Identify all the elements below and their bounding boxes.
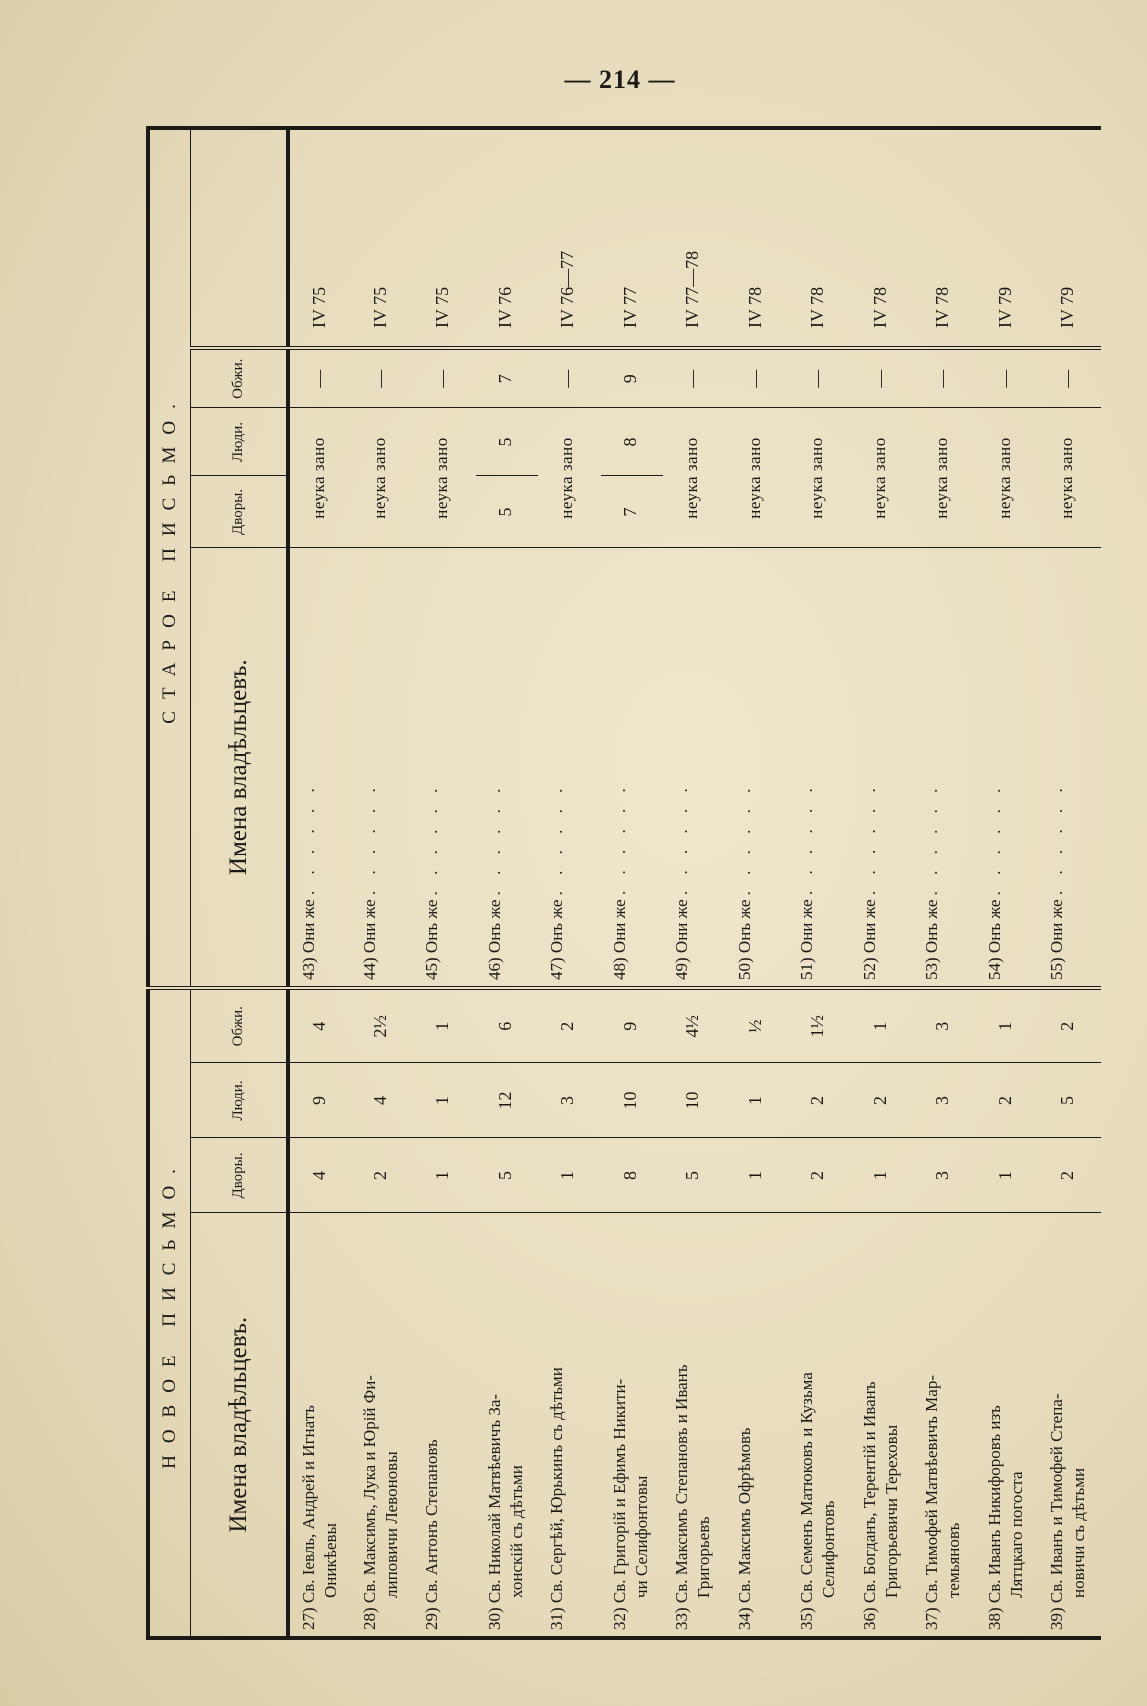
old-owner-name bbox=[1038, 548, 1101, 988]
new-owner-line1: 27) Св. Іевль, Андрей и Игнатъ bbox=[299, 1405, 318, 1630]
new-lyudi: 2 bbox=[851, 1063, 914, 1138]
new-lyudi: 12 bbox=[476, 1063, 539, 1138]
header-obzhi-new: Обжи. bbox=[191, 988, 289, 1063]
leader-dots: . . . . . . bbox=[547, 782, 567, 896]
old-owner-name bbox=[788, 548, 851, 988]
leader-dots: . . . . . . bbox=[672, 782, 692, 896]
source-reference: IV 79 bbox=[976, 128, 1039, 348]
old-lyudi: 8 bbox=[601, 408, 664, 476]
page-number: — 214 — bbox=[564, 65, 676, 94]
new-owner-name bbox=[601, 1213, 664, 1638]
source-reference: IV 78 bbox=[913, 128, 976, 348]
new-owner-line2: хонскій съ дѣтьми bbox=[506, 1465, 526, 1598]
table-row bbox=[351, 128, 414, 1638]
new-owner-name bbox=[476, 1213, 539, 1638]
new-owner-line1: 36) Св. Богданъ, Терентій и Иванъ bbox=[859, 1381, 879, 1630]
new-owner-name bbox=[913, 1213, 976, 1638]
header-dvory-old: Дворы. bbox=[191, 476, 289, 548]
old-obzhi: — bbox=[976, 348, 1039, 408]
old-obzhi: — bbox=[413, 348, 476, 408]
new-obzhi: 1 bbox=[851, 988, 914, 1063]
new-lyudi: 3 bbox=[538, 1063, 601, 1138]
new-obzhi: 6 bbox=[476, 988, 539, 1063]
old-unknown-count: неука зано bbox=[538, 408, 601, 548]
new-dvory: 5 bbox=[663, 1138, 726, 1213]
new-lyudi: 1 bbox=[726, 1063, 789, 1138]
old-owner-name bbox=[913, 548, 976, 988]
header-names-old: Имена владѣльцевъ. bbox=[191, 548, 289, 988]
source-reference: IV 76 bbox=[476, 128, 539, 348]
new-owner-name bbox=[1038, 1213, 1101, 1638]
old-dvory: 7 bbox=[601, 476, 664, 548]
old-obzhi: — bbox=[538, 348, 601, 408]
new-owner-line1: 33) Св. Максимъ Степановъ и Иванъ bbox=[672, 1364, 692, 1630]
new-obzhi: 1 bbox=[413, 988, 476, 1063]
new-owner-line1: 31) Св. Сергѣй, Юрькинъ съ дѣтьми bbox=[547, 1367, 567, 1630]
leader-dots: . . . . . . bbox=[984, 782, 1004, 896]
table-row bbox=[663, 128, 726, 1638]
new-owner-name bbox=[663, 1213, 726, 1638]
new-owner-line2: липовичи Левоновы bbox=[381, 1451, 401, 1598]
new-owner-line1: 37) Св. Тимофей Матвѣевичъ Мар- bbox=[922, 1375, 942, 1630]
old-unknown-count: неука зано bbox=[788, 408, 851, 548]
new-owner-name bbox=[288, 1213, 351, 1638]
leader-dots: . . . . . . bbox=[1047, 782, 1067, 896]
source-reference: IV 77 bbox=[601, 128, 664, 348]
new-owner-line1: 34) Св. Максимъ Офрѣмовъ bbox=[734, 1427, 754, 1630]
table-row bbox=[851, 128, 914, 1638]
new-lyudi: 1 bbox=[413, 1063, 476, 1138]
new-dvory: 1 bbox=[726, 1138, 789, 1213]
new-obzhi: 3 bbox=[913, 988, 976, 1063]
old-unknown-count: неука зано bbox=[976, 408, 1039, 548]
table-row bbox=[538, 128, 601, 1638]
leader-dots: . . . . . . bbox=[359, 782, 379, 896]
new-owner-line2: Григорьевичи Тереховы bbox=[881, 1424, 901, 1598]
new-lyudi: 10 bbox=[663, 1063, 726, 1138]
new-dvory: 5 bbox=[476, 1138, 539, 1213]
old-unknown-count: неука зано bbox=[913, 408, 976, 548]
new-lyudi: 9 bbox=[288, 1063, 351, 1138]
new-obzhi: 4 bbox=[288, 988, 351, 1063]
source-reference: IV 79 bbox=[1038, 128, 1101, 348]
old-obzhi: — bbox=[288, 348, 351, 408]
old-obzhi: 7 bbox=[476, 348, 539, 408]
section-old-pismo: СТАРОЕ ПИСЬМО. bbox=[148, 128, 191, 988]
new-obzhi: 4½ bbox=[663, 988, 726, 1063]
header-dvory-new: Дворы. bbox=[191, 1138, 289, 1213]
old-owner-name bbox=[538, 548, 601, 988]
leader-dots: . . . . . . bbox=[299, 782, 318, 896]
new-owner-line2: новичи съ дѣтьми bbox=[1069, 1467, 1089, 1598]
old-owner-name bbox=[601, 548, 664, 988]
old-obzhi: — bbox=[913, 348, 976, 408]
new-owner-line2: темьяновъ bbox=[944, 1522, 964, 1598]
new-dvory: 8 bbox=[601, 1138, 664, 1213]
table-row bbox=[288, 128, 351, 1638]
table-row bbox=[726, 128, 789, 1638]
new-owner-name bbox=[351, 1213, 414, 1638]
source-reference: IV 75 bbox=[288, 128, 351, 348]
old-obzhi: — bbox=[788, 348, 851, 408]
new-obzhi: ½ bbox=[726, 988, 789, 1063]
ledger-table bbox=[146, 126, 1101, 1640]
header-ref bbox=[191, 128, 289, 348]
new-dvory: 3 bbox=[913, 1138, 976, 1213]
header-names-new: Имена владѣльцевъ. bbox=[191, 1213, 289, 1638]
old-unknown-count: неука зано bbox=[288, 408, 351, 548]
new-dvory: 2 bbox=[351, 1138, 414, 1213]
new-owner-name bbox=[538, 1213, 601, 1638]
header-lyudi-new: Люди. bbox=[191, 1063, 289, 1138]
new-dvory: 4 bbox=[288, 1138, 351, 1213]
new-dvory: 2 bbox=[1038, 1138, 1101, 1213]
old-owner-text: 48) Они же bbox=[609, 899, 629, 980]
new-obzhi: 1 bbox=[976, 988, 1039, 1063]
old-owner-name bbox=[851, 548, 914, 988]
table-row bbox=[976, 128, 1039, 1638]
old-owner-text: 51) Они же bbox=[797, 899, 817, 980]
section-new-pismo: НОВОЕ ПИСЬМО. bbox=[148, 988, 191, 1638]
old-obzhi: — bbox=[663, 348, 726, 408]
table-row bbox=[601, 128, 664, 1638]
old-owner-name bbox=[726, 548, 789, 988]
header-obzhi-old: Обжи. bbox=[191, 348, 289, 408]
new-owner-line1: 39) Св. Иванъ и Тимофей Степа- bbox=[1047, 1393, 1067, 1630]
old-obzhi: 9 bbox=[601, 348, 664, 408]
new-owner-line1: 30) Св. Николай Матвѣевичъ За- bbox=[484, 1393, 504, 1630]
new-owner-line2: Григорьевъ bbox=[694, 1516, 714, 1598]
leader-dots: . . . . . . bbox=[484, 782, 504, 896]
new-lyudi: 10 bbox=[601, 1063, 664, 1138]
old-owner-text: 55) Они же bbox=[1047, 899, 1067, 980]
old-lyudi: 5 bbox=[476, 408, 539, 476]
source-reference: IV 78 bbox=[788, 128, 851, 348]
old-owner-name bbox=[288, 548, 351, 988]
old-owner-text: 52) Они же bbox=[859, 899, 879, 980]
new-dvory: 2 bbox=[788, 1138, 851, 1213]
new-lyudi: 2 bbox=[976, 1063, 1039, 1138]
old-obzhi: — bbox=[851, 348, 914, 408]
table-row bbox=[913, 128, 976, 1638]
source-reference: IV 78 bbox=[726, 128, 789, 348]
new-owner-name bbox=[413, 1213, 476, 1638]
old-unknown-count: неука зано bbox=[726, 408, 789, 548]
old-unknown-count: неука зано bbox=[851, 408, 914, 548]
old-obzhi: — bbox=[1038, 348, 1101, 408]
new-obzhi: 2½ bbox=[351, 988, 414, 1063]
source-reference: IV 76—77 bbox=[538, 128, 601, 348]
table-row bbox=[788, 128, 851, 1638]
old-unknown-count: неука зано bbox=[413, 408, 476, 548]
table-row bbox=[1038, 128, 1101, 1638]
leader-dots: . . . . . . bbox=[922, 782, 942, 896]
new-obzhi: 9 bbox=[601, 988, 664, 1063]
new-obzhi: 2 bbox=[538, 988, 601, 1063]
old-dvory: 5 bbox=[476, 476, 539, 548]
rotated-table-wrapper bbox=[146, 130, 1101, 1640]
new-owner-line2: Селифонтовъ bbox=[819, 1500, 839, 1598]
old-obzhi: — bbox=[726, 348, 789, 408]
old-owner-text: 54) Онъ же bbox=[984, 899, 1004, 980]
old-owner-text: 43) Они же bbox=[299, 899, 318, 980]
old-owner-text: 50) Онъ же bbox=[734, 899, 754, 980]
leader-dots: . . . . . . bbox=[609, 782, 629, 896]
new-dvory: 1 bbox=[976, 1138, 1039, 1213]
new-owner-name bbox=[726, 1213, 789, 1638]
old-owner-name bbox=[663, 548, 726, 988]
old-unknown-count: неука зано bbox=[351, 408, 414, 548]
old-owner-text: 46) Онъ же bbox=[484, 899, 504, 980]
new-owner-line1: 32) Св. Григорій и Ефимъ Никити- bbox=[609, 1378, 629, 1630]
header-lyudi-old: Люди. bbox=[191, 408, 289, 476]
old-unknown-count: неука зано bbox=[1038, 408, 1101, 548]
new-lyudi: 5 bbox=[1038, 1063, 1101, 1138]
new-owner-line1: 38) Св. Иванъ Никифоровъ изъ bbox=[984, 1405, 1004, 1630]
new-owner-line1: 35) Св. Семенъ Матюковъ и Кузьма bbox=[797, 1372, 817, 1630]
leader-dots: . . . . . . bbox=[734, 782, 754, 896]
new-dvory: 1 bbox=[851, 1138, 914, 1213]
ledger-body bbox=[288, 128, 1101, 1638]
source-reference: IV 78 bbox=[851, 128, 914, 348]
new-owner-line2: Лятцкаго погоста bbox=[1006, 1471, 1026, 1598]
new-owner-name bbox=[788, 1213, 851, 1638]
new-owner-name bbox=[851, 1213, 914, 1638]
new-owner-line2: чи Селифонтовы bbox=[631, 1475, 651, 1598]
old-owner-name bbox=[413, 548, 476, 988]
source-reference: IV 75 bbox=[413, 128, 476, 348]
leader-dots: . . . . . . bbox=[797, 782, 817, 896]
new-obzhi: 1½ bbox=[788, 988, 851, 1063]
old-owner-name bbox=[976, 548, 1039, 988]
new-owner-line1: 29) Св. Антонъ Степановъ bbox=[422, 1439, 442, 1630]
old-owner-name bbox=[476, 548, 539, 988]
new-obzhi: 2 bbox=[1038, 988, 1101, 1063]
leader-dots: . . . . . . bbox=[422, 782, 442, 896]
new-lyudi: 4 bbox=[351, 1063, 414, 1138]
new-owner-line2: Оникѣевы bbox=[321, 1523, 340, 1598]
new-dvory: 1 bbox=[538, 1138, 601, 1213]
new-owner-line1: 28) Св. Максимъ, Лука и Юрій Фи- bbox=[359, 1375, 379, 1630]
old-owner-text: 45) Онъ же bbox=[422, 899, 442, 980]
old-owner-name bbox=[351, 548, 414, 988]
new-lyudi: 2 bbox=[788, 1063, 851, 1138]
new-owner-name bbox=[976, 1213, 1039, 1638]
old-owner-text: 53) Онъ же bbox=[922, 899, 942, 980]
old-obzhi: — bbox=[351, 348, 414, 408]
source-reference: IV 77—78 bbox=[663, 128, 726, 348]
old-owner-text: 47) Онъ же bbox=[547, 899, 567, 980]
table-row bbox=[413, 128, 476, 1638]
leader-dots: . . . . . . bbox=[859, 782, 879, 896]
table-row bbox=[476, 128, 539, 1638]
old-owner-text: 44) Они же bbox=[359, 899, 379, 980]
source-reference: IV 75 bbox=[351, 128, 414, 348]
old-unknown-count: неука зано bbox=[663, 408, 726, 548]
old-owner-text: 49) Они же bbox=[672, 899, 692, 980]
new-dvory: 1 bbox=[413, 1138, 476, 1213]
new-lyudi: 3 bbox=[913, 1063, 976, 1138]
